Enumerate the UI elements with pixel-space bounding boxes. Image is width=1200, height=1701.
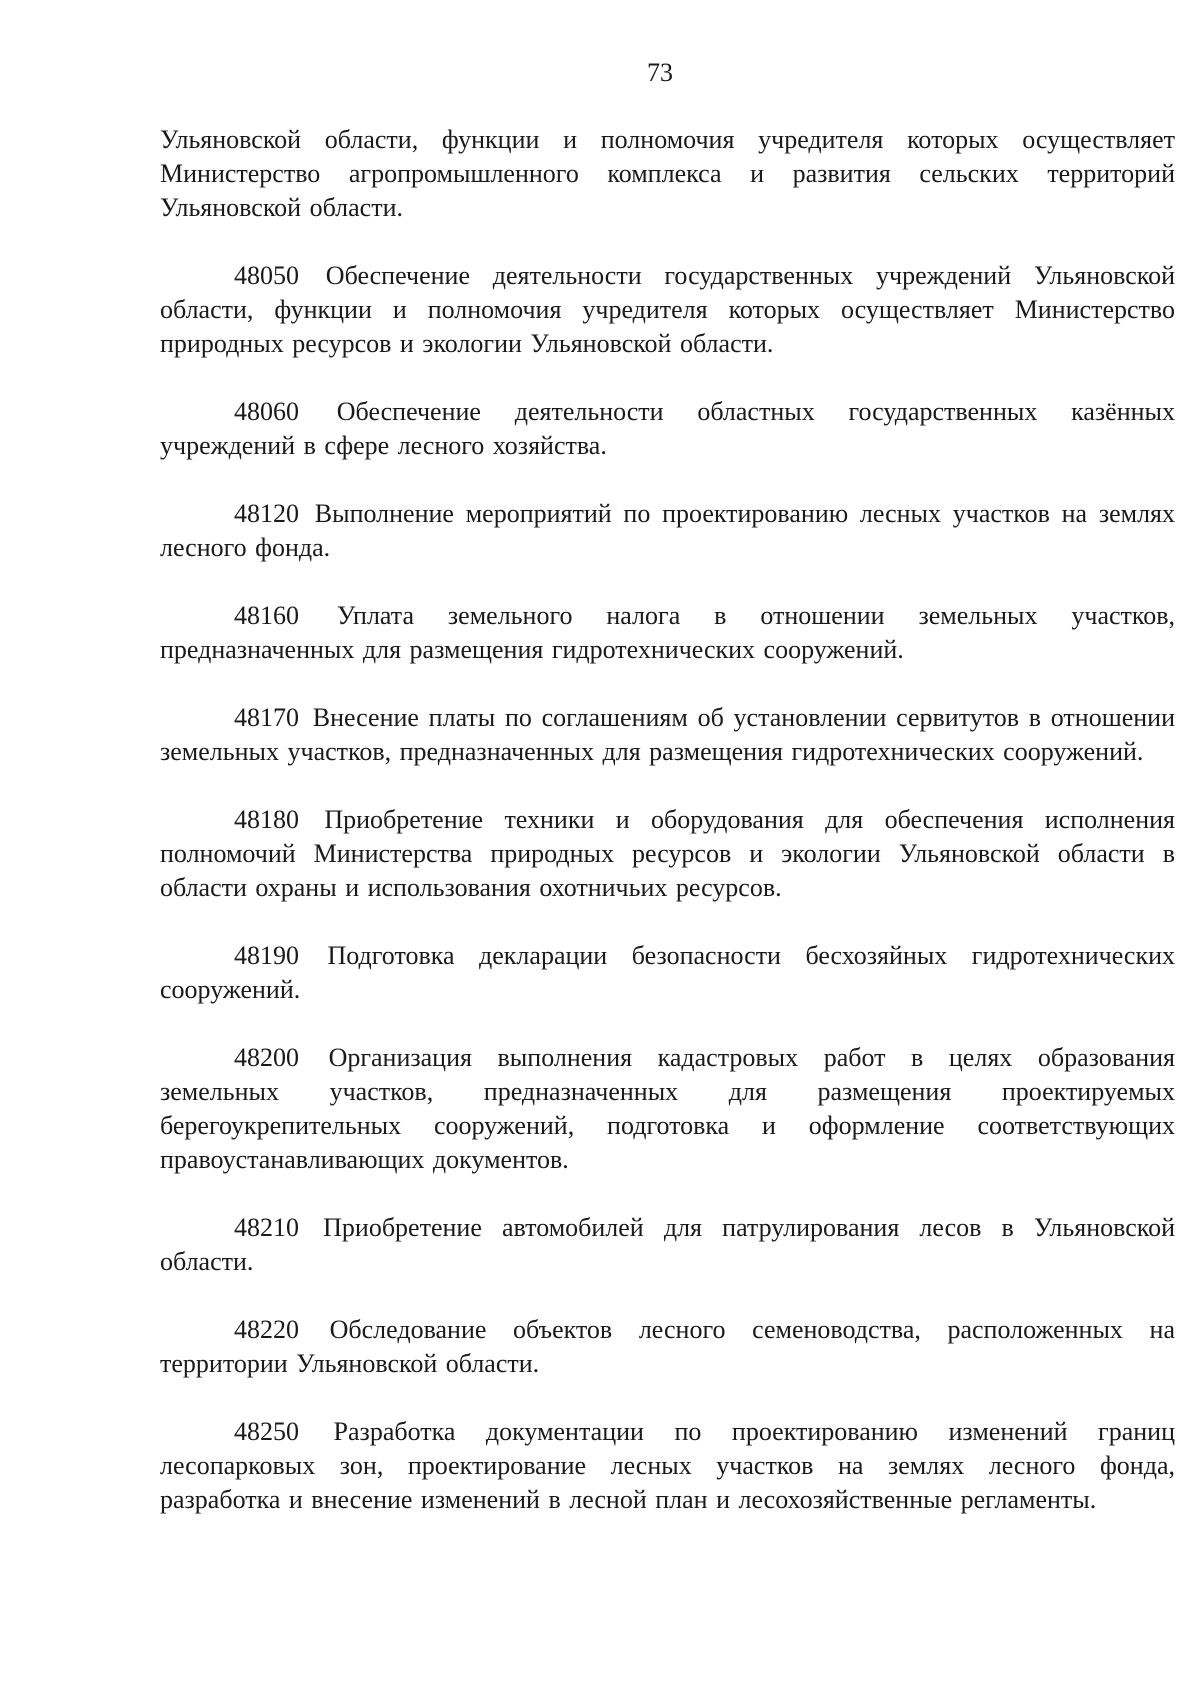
budget-item-48220: [160, 1313, 1175, 1381]
continuation-paragraph: Ульяновской области, функции и полномочия учредителя которых осуществляет Министерство агропромышленного комплекса и развития сельских территорий Ульяновской области.: [160, 125, 1175, 222]
item-text: Разработка документации по проектированию изменений границ лесопарковых зон, проектирование лесных участков на землях лесного фонда, разработка и внесение изменений в лесной план и лесохозяйственные регламенты.: [160, 1417, 1176, 1514]
item-code: 48180: [234, 805, 299, 834]
item-code: 48210: [234, 1213, 299, 1242]
item-code: 48220: [234, 1315, 299, 1344]
item-text: Подготовка декларации безопасности бесхозяйных гидротехнических сооружений.: [160, 941, 1175, 1004]
budget-item-48050: [160, 259, 1175, 361]
document-body: [160, 123, 1175, 1551]
item-text: Обеспечение деятельности областных государственных казённых учреждений в сфере лесного хозяйства.: [160, 397, 1175, 460]
budget-item-48120: [160, 497, 1175, 565]
item-code: 48050: [234, 261, 299, 290]
item-text: Обследование объектов лесного семеноводства, расположенных на территории Ульяновской области.: [160, 1315, 1175, 1378]
budget-item-48060: [160, 395, 1175, 463]
item-text: Приобретение техники и оборудования для обеспечения исполнения полномочий Министерства природных ресурсов и экологии Ульяновской области в области охраны и использования охотничьих ресурсов.: [160, 805, 1176, 902]
budget-item-48190: [160, 939, 1175, 1007]
item-text: Уплата земельного налога в отношении земельных участков, предназначенных для размещения гидротехнических сооружений.: [160, 601, 1175, 664]
item-text: Организация выполнения кадастровых работ в целях образования земельных участков, предназначенных для размещения проектируемых берегоукрепительных сооружений, подготовка и оформление соответствующих правоустанавливающих документов.: [160, 1043, 1175, 1174]
budget-item-48180: [160, 803, 1175, 905]
item-code: 48060: [234, 397, 299, 426]
page-number: 73: [647, 58, 673, 87]
item-text: Обеспечение деятельности государственных учреждений Ульяновской области, функции и полномочия учредителя которых осуществляет Министерство природных ресурсов и экологии Ульяновской области.: [160, 261, 1175, 358]
item-text: Внесение платы по соглашениям об установлении сервитутов в отношении земельных участков, предназначенных для размещения гидротехнических сооружений.: [160, 703, 1175, 766]
budget-item-48200: [160, 1041, 1175, 1177]
budget-item-48160: [160, 599, 1175, 667]
budget-item-48210: [160, 1211, 1175, 1279]
item-code: 48250: [234, 1417, 299, 1446]
item-text: Выполнение мероприятий по проектированию лесных участков на землях лесного фонда.: [160, 499, 1176, 562]
item-code: 48200: [234, 1043, 299, 1072]
budget-item-48170: [160, 701, 1175, 769]
item-code: 48160: [234, 601, 299, 630]
budget-item-48250: [160, 1415, 1175, 1517]
item-code: 48190: [234, 941, 299, 970]
item-text: Приобретение автомобилей для патрулирования лесов в Ульяновской области.: [160, 1213, 1176, 1276]
item-code: 48120: [234, 499, 299, 528]
budget-items-list: [160, 259, 1175, 1517]
item-code: 48170: [234, 703, 299, 732]
